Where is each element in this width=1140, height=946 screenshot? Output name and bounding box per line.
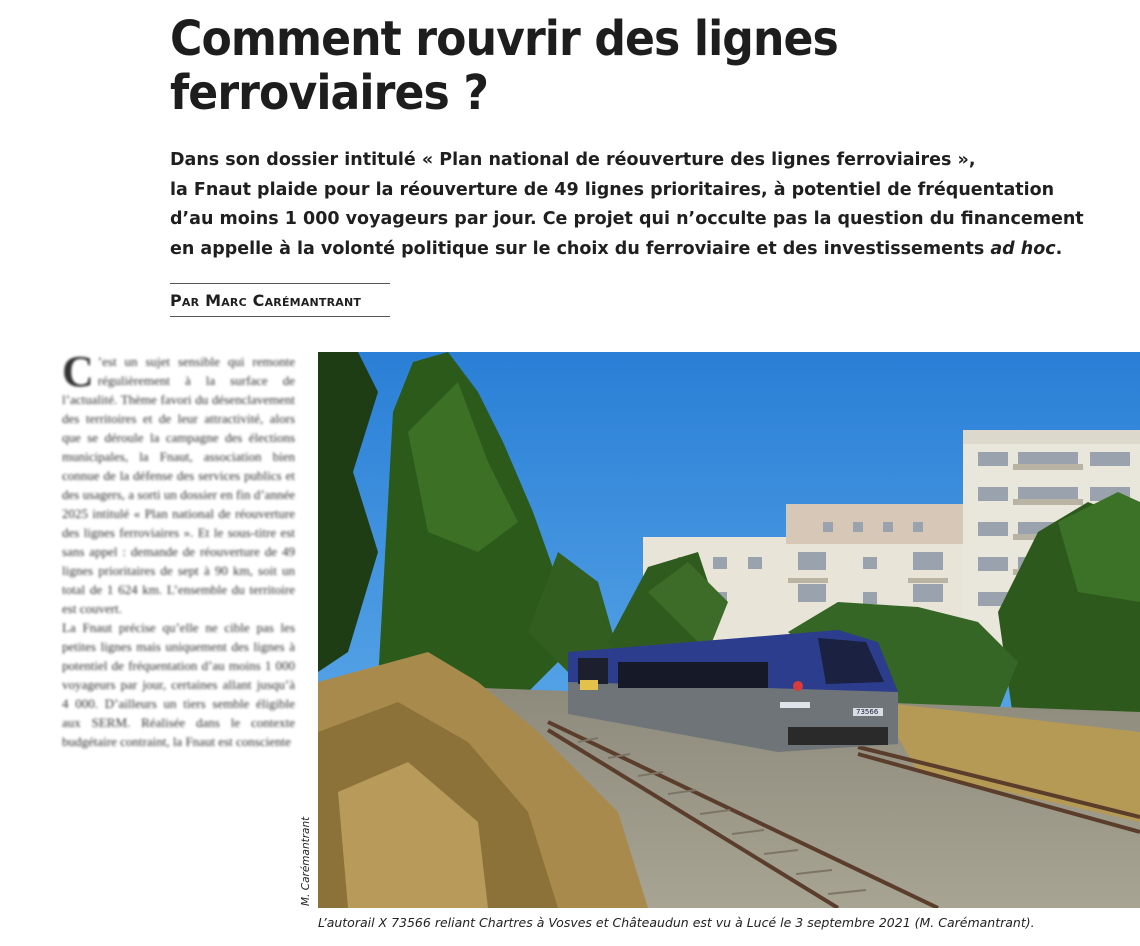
lead-end-punct: .: [1055, 238, 1063, 259]
article-body: [62, 352, 295, 946]
train-photo-illustration: [318, 352, 1140, 908]
byline: Par Marc Carémantrant: [170, 291, 362, 310]
title-line-2: ferroviaires ?: [170, 65, 489, 121]
byline-rule-top: [170, 283, 390, 284]
body-paragraph-1-text: ’est un sujet sensible qui remonte régulièrement à la surface de l’actualité. Thème favori du désenclavement des territoires et de leur attractivité, alors que se déroule la campagne des élections municipales, la Fnaut, association bien connue de la défense des services publics et des usagers, a sorti un dossier en fin d’année 2025 intitulé « Plan national de réouverture des lignes ferroviaires ». Et le sous-titre est sans appel : demande de réouverture de 49 lignes prioritaires de sept à 90 km, soit un total de 1 624 km. L’ensemble du territoire est couvert.: [62, 354, 295, 616]
lead-line-4: [170, 235, 1070, 265]
photo-caption: L’autorail X 73566 reliant Chartres à Vosves et Châteaudun est vu à Lucé le 3 septembre 2021 (M. Carémantrant).: [318, 915, 1035, 930]
lead-line-1: Dans son dossier intitulé « Plan national de réouverture des lignes ferroviaires »,: [170, 150, 976, 170]
article-title: [170, 12, 1035, 120]
body-paragraph-2: La Fnaut précise qu’elle ne cible pas les petites lignes mais uniquement des lignes à potentiel de fréquentation d’au moins 1 000 voyageurs par jour, certaines allant jusqu’à 4 000. D’ailleurs un tiers semble éligible aux SERM. Réalisée dans le contexte budgétaire contraint, la Fnaut est consciente: [62, 620, 295, 749]
lead-italic-end: ad hoc: [990, 238, 1056, 259]
body-paragraph-1: [62, 352, 295, 618]
article-photo: [318, 352, 1140, 908]
lead-line-3: d’au moins 1 000 voyageurs par jour. Ce projet qui n’occulte pas la question du financement: [170, 209, 1084, 229]
title-line-1: Comment rouvrir des lignes: [170, 11, 838, 67]
lead-line-2: la Fnaut plaide pour la réouverture de 49 lignes prioritaires, à potentiel de fréquentation: [170, 179, 1055, 200]
article-lead: [170, 146, 1084, 264]
lead-line-4-text: en appelle à la volonté politique sur le choix du ferroviaire et des investissements: [170, 238, 991, 259]
train-number: 73566: [856, 708, 879, 716]
photo-credit-text: M. Carémantrant: [300, 816, 312, 906]
drop-cap: C: [62, 352, 94, 396]
byline-rule-bottom: [170, 316, 390, 317]
